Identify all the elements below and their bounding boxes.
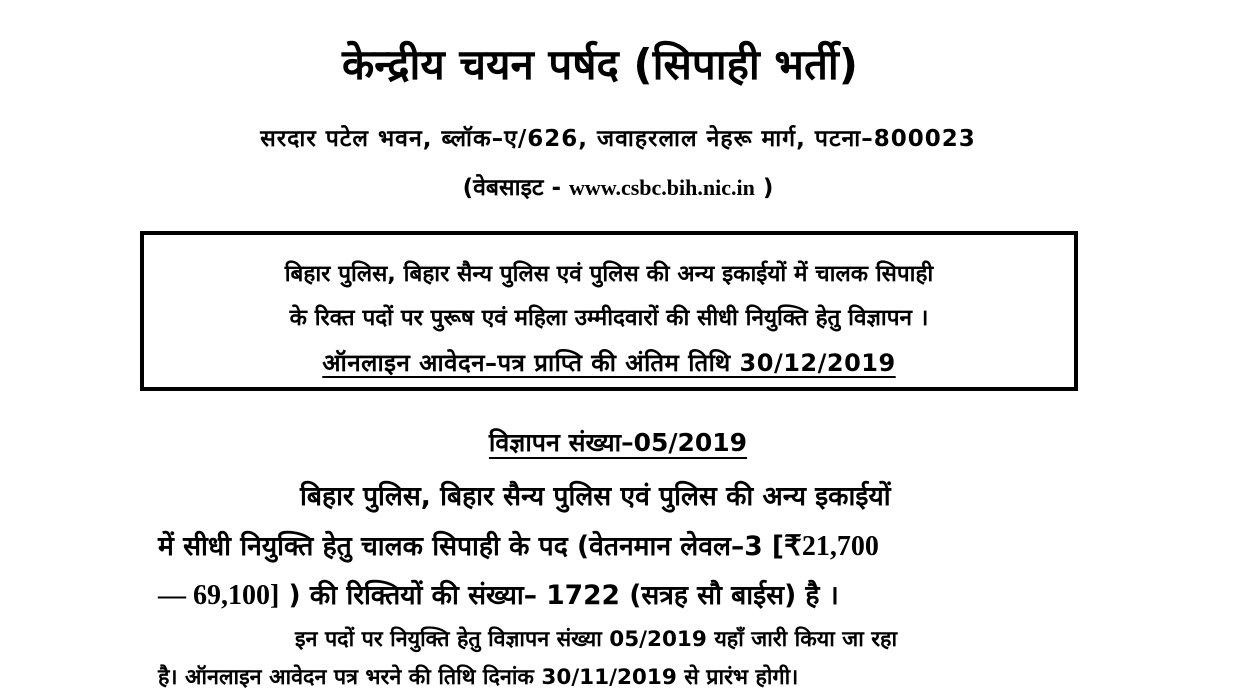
paragraph-line-3 <box>158 576 839 612</box>
notice-deadline-text: ऑनलाइन आवेदन–पत्र प्राप्ति की अंतिम तिथि 30/12/2019 <box>322 349 896 377</box>
paragraph-line-3-text: ) की रिक्तियों की संख्या– 1722 (सत्रह सौ बाईस) है । <box>279 580 839 611</box>
advertisement-number <box>0 425 1236 459</box>
website-url: www.csbc.bih.nic.in <box>569 175 755 200</box>
website-close: ) <box>754 175 774 201</box>
paragraph-line-4: इन पदों पर नियुक्ति हेतु विज्ञापन संख्या 05/2019 यहाँ जारी किया जा रहा <box>295 627 898 652</box>
website-label: (वेबसाइट - <box>462 175 570 201</box>
pay-scale-end: — 69,100] <box>158 580 280 611</box>
office-address: सरदार पटेल भवन, ब्लॉक–ए/626, जवाहरलाल नेहरू मार्ग, पटना–800023 <box>260 126 976 152</box>
page-title: केन्द्रीय चयन पर्षद (सिपाही भर्ती) <box>342 40 858 89</box>
notice-box <box>140 231 1078 391</box>
notice-line-2: के रिक्त पदों पर पुरूष एवं महिला उम्मीदवारों की सीधी नियुक्ति हेतु विज्ञापन । <box>289 305 929 331</box>
advertisement-number-text: विज्ञापन संख्या–05/2019 <box>488 428 748 457</box>
paragraph-line-5: है। ऑनलाइन आवेदन पत्र भरने की तिथि दिनांक 30/11/2019 से प्रारंभ होगी। <box>158 665 799 690</box>
notice-line-1: बिहार पुलिस, बिहार सैन्य पुलिस एवं पुलिस की अन्य इकाईयों में चालक सिपाही <box>284 261 934 287</box>
pay-scale-start: ₹21,700 <box>784 531 879 562</box>
website-line <box>0 170 1236 202</box>
paragraph-line-2-text: में सीधी नियुक्ति हेतु चालक सिपाही के पद (वेतनमान लेवल–3 [ <box>158 531 784 562</box>
paragraph-line-1: बिहार पुलिस, बिहार सैन्य पुलिस एवं पुलिस की अन्य इकाईयों <box>300 481 891 512</box>
notice-deadline <box>144 346 1074 379</box>
paragraph-line-2 <box>158 527 879 563</box>
